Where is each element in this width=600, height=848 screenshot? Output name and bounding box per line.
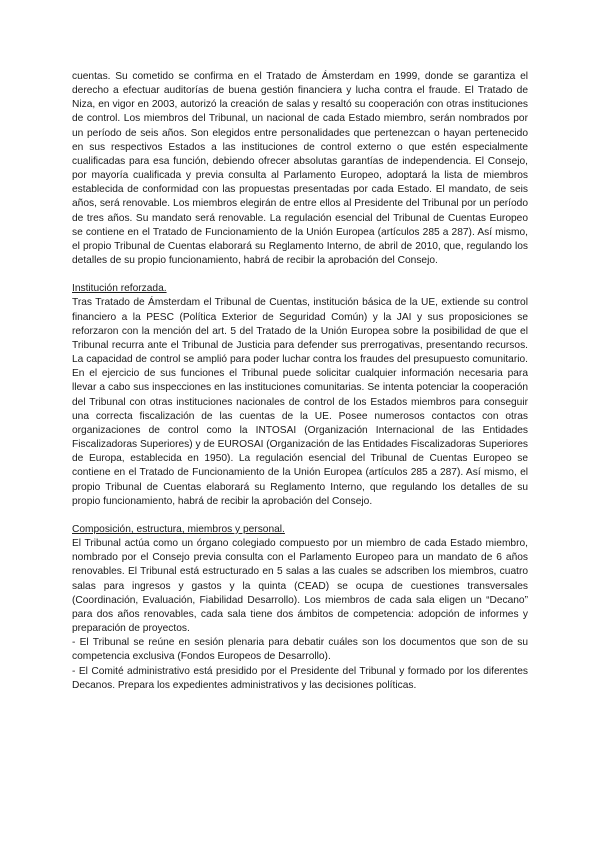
paragraph-gap [72,509,528,523]
paragraph-gap [72,268,528,282]
paragraph-institucion-reforzada: Tras Tratado de Ámsterdam el Tribunal de Cuentas, institución básica de la UE, extiende su control financiero a la PESC (Política Exterior de Seguridad Común) y la JAI y sus proposiciones se reforzaron con la mención del art. 5 del Tratado de la Unión Europea sobre la posibilidad de que el Tribunal recurra ante el Tribunal de Justicia para defender sus prerrogativas, presentando recursos. La capacidad de control se amplió para poder luchar contra los fraudes del presupuesto comunitario. En el ejercicio de sus funciones el Tribunal puede solicitar cualquier información necesaria para llevar a cabo sus inspecciones en las instituciones comunitarias. Se intenta potenciar la cooperación del Tribunal con otras instituciones nacionales de control de los Estados miembros para conseguir una correcta fiscalización de las cuentas de la UE. Posee numerosos contactos con otras organizaciones de control como la INTOSAI (Organización Internacional de las Entidades Fiscalizadoras Superiores) y de EUROSAI (Organización de las Entidades Fiscalizadoras Superiores de Europa, establecida en 1950). La regulación esencial del Tribunal de Cuentas Europeo se contiene en el Tratado de Funcionamiento de la Unión Europea (artículos 285 a 287). Así mismo, el propio Tribunal de Cuentas elaborará su Reglamento Interno, que regulando los detalles de su propio funcionamiento, habrá de recibir la aprobación del Consejo. [72,297,528,507]
heading-composicion: Composición, estructura, miembros y personal. [72,523,285,535]
paragraph-comite-administrativo: - El Comité administrativo está presidido por el Presidente del Tribunal y formado por los diferentes Decanos. Prepara los expedientes administrativos y las decisiones políticas. [72,665,528,691]
paragraph-sesion-plenaria: - El Tribunal se reúne en sesión plenaria para debatir cuáles son los documentos que son de su competencia exclusiva (Fondos Europeos de Desarrollo). [72,637,528,663]
paragraph-intro: cuentas. Su cometido se confirma en el Tratado de Ámsterdam en 1999, donde se garantiza el derecho a efectuar auditorías de buena gestión financiera y lucha contra el fraude. El Tratado de Niza, en vigor en 2003, autorizó la creación de salas y resaltó su cooperación con otras instituciones de control. Los miembros del Tribunal, un nacional de cada Estado miembro, serán nombrados por un período de seis años. Son elegidos entre personalidades que pertenezcan o hayan pertenecido en sus respectivos Estados a las instituciones de control externo o que estén especialmente cualificadas para esa función, debiendo ofrecer absolutas garantías de independencia. El Consejo, por mayoría cualificada y previa consulta al Parlamento Europeo, adoptará la lista de miembros establecida de conformidad con las propuestas presentadas por cada Estado. El mandato, de seis años, será renovable. Los miembros elegirán de entre ellos al Presidente del Tribunal por un período de tres años. Su mandato será renovable. La regulación esencial del Tribunal de Cuentas Europeo se contiene en el Tratado de Funcionamiento de la Unión Europea (artículos 285 a 287). Así mismo, el propio Tribunal de Cuentas elaborará su Reglamento Interno, de abril de 2010, que, regulando los detalles de su propio funcionamiento, habrá de recibir la aprobación del Consejo. [72,71,528,267]
document-page [72,70,528,693]
heading-institucion-reforzada: Institución reforzada. [72,283,167,295]
paragraph-composicion: El Tribunal actúa como un órgano colegiado compuesto por un miembro de cada Estado miembro, nombrado por el Consejo previa consulta con el Parlamento Europeo para un mandato de 6 años renovables. El Tribunal está estructurado en 5 salas a las cuales se adscriben los miembros, cuatro salas para ingresos y gastos y la quinta (CEAD) se ocupa de cuestiones transversales (Coordinación, Evaluación, Fiabilidad Desarrollo). Los miembros de cada sala eligen un “Decano” para dos años renovables, cada sala tiene dos ámbitos de competencia: adopción de informes y preparación de proyectos. [72,538,528,635]
